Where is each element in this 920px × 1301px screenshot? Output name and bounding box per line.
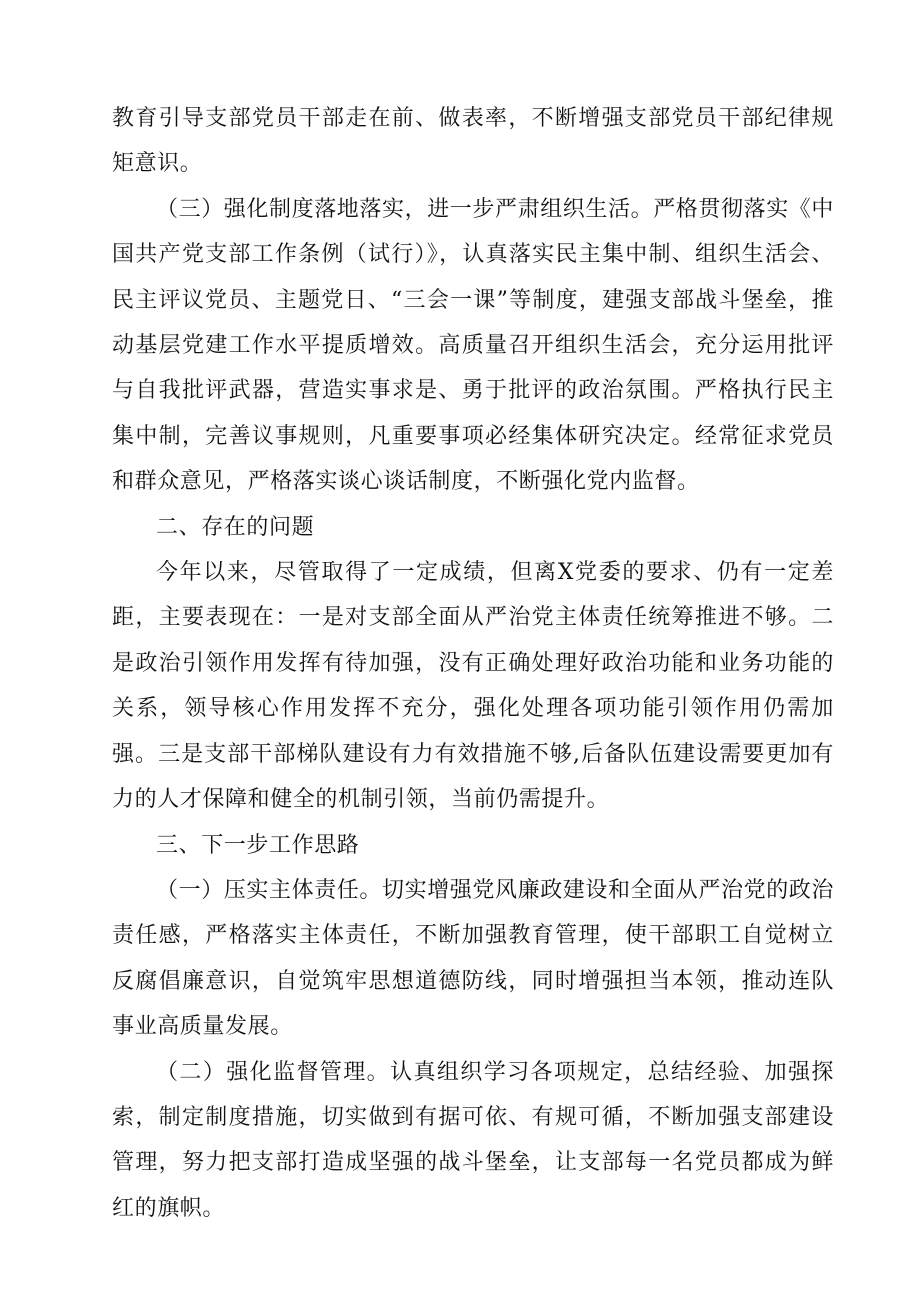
- paragraph-responsibility: （一）压实主体责任。切实增强党风廉政建设和全面从严治党的政治责任感，严格落实主体责任，不断加强教育管理，使干部职工自觉树立反腐倡廉意识，自觉筑牢思想道德防线，同时增强担当本领，推动连队事业高质量发展。: [112, 877, 835, 1040]
- document-body: [112, 96, 834, 1231]
- paragraph-problems: 今年以来，尽管取得了一定成绩，但离X党委的要求、仍有一定差距，主要表现在：一是对支部全面从严治党主体责任统筹推进不够。二是政治引领作用发挥有待加强，没有正确处理好政治功能和业务功能的关系，领导核心作用发挥不充分，强化处理各项功能引领作用仍需加强。三是支部干部梯队建设有力有效措施不够,后备队伍建设需要更加有力的人才保障和健全的机制引领，当前仍需提升。: [112, 560, 834, 813]
- paragraph-organizational-life: （三）强化制度落地落实，进一步严肃组织生活。严格贯彻落实《中国共产党支部工作条例（试行）》，认真落实民主集中制、组织生活会、民主评议党员、主题党日、“三会一课”等制度，建强支部战斗堡垒，推动基层党建工作水平提质增效。高质量召开组织生活会，充分运用批评与自我批评武器，营造实事求是、勇于批评的政治氛围。严格执行民主集中制，完善议事规则，凡重要事项必经集体研究决定。经常征求党员和群众意见，严格落实谈心谈话制度，不断强化党内监督。: [112, 196, 835, 495]
- section-heading-problems: 二、存在的问题: [156, 514, 315, 540]
- section-heading-next-steps: 三、下一步工作思路: [156, 832, 360, 858]
- paragraph-supervision: （二）强化监督管理。认真组织学习各项规定，总结经验、加强探索，制定制度措施，切实做到有据可依、有规可循，不断加强支部建设管理，努力把支部打造成坚强的战斗堡垒，让支部每一名党员都成为鲜红的旗帜。: [112, 1059, 834, 1221]
- continued-paragraph: 教育引导支部党员干部走在前、做表率，不断增强支部党员干部纪律规矩意识。: [112, 106, 834, 177]
